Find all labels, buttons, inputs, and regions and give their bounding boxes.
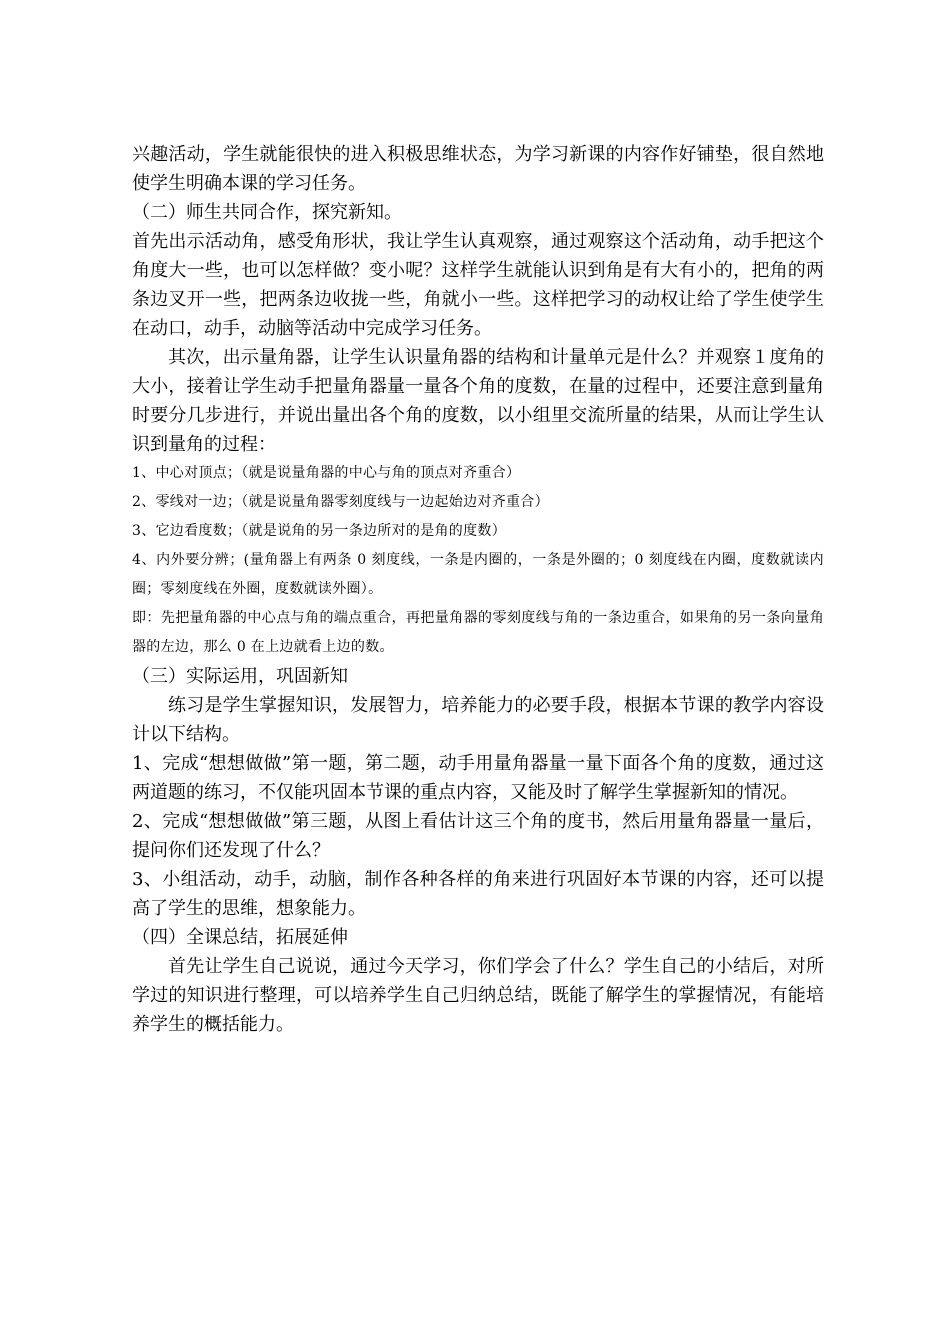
paragraph-intro-continuation: 兴趣活动，学生就能很快的进入积极思维状态，为学习新课的内容作好铺垫，很自然地使学生明确本课的学习任务。 — [132, 144, 824, 194]
paragraph-summary: 首先让学生自己说说，通过今天学习，你们学会了什么？学生自己的小结后，对所学过的知识进行整理，可以培养学生自己归纳总结，既能了解学生的掌握情况，有能培养学生的概括能力。 — [132, 956, 824, 1035]
step-4: 4、内外要分辨；(量角器上有两条 0 刻度线，一条是内圈的，一条是外圈的；0 刻度线在内圈，度数就读内圈；零刻度线在外圈，度数就读外圈）。 — [132, 552, 824, 597]
paragraph-practice-1: 1、完成“想想做做”第一题，第二题，动手用量角器量一量下面各个角的度数，通过这两道题的练习，不仅能巩固本节课的重点内容，又能及时了解学生掌握新知的情况。 — [132, 753, 824, 803]
step-3: 3、它边看度数；（就是说角的另一条边所对的是角的度数） — [132, 523, 507, 539]
section-heading-2: （二）师生共同合作，探究新知。 — [132, 202, 402, 223]
section-heading-4: （四）全课总结，拓展延伸 — [132, 927, 348, 948]
paragraph-practice-2: 2、完成“想想做做”第三题，从图上看估计这三个角的度书，然后用量角器量一量后，提问你们还发现了什么？ — [132, 811, 824, 861]
step-2: 2、零线对一边；（就是说量角器零刻度线与一边起始边对齐重合） — [132, 494, 549, 510]
step-1: 1、中心对顶点；（就是说量角器的中心与角的顶点对齐重合） — [132, 465, 521, 481]
paragraph-practice-3: 3、小组活动，动手，动脑，制作各种各样的角来进行巩固好本节课的内容，还可以提高了学生的思维，想象能力。 — [132, 869, 824, 919]
paragraph-practice-intro: 练习是学生掌握知识，发展智力，培养能力的必要手段，根据本节课的教学内容设计以下结构。 — [132, 695, 824, 745]
paragraph-protractor: 其次，出示量角器，让学生认识量角器的结构和计量单元是什么？并观察１度角的大小，接着让学生动手把量角器量一量各个角的度数，在量的过程中，还要注意到量角时要分几步进行，并说出量出各个角的度数，以小组里交流所量的结果，从而让学生认识到量角的过程： — [132, 347, 824, 455]
section-heading-3: （三）实际运用，巩固新知 — [132, 666, 348, 687]
document-page — [132, 140, 824, 1039]
step-summary: 即：先把量角器的中心点与角的端点重合，再把量角器的零刻度线与角的一条边重合，如果角的另一条向量角器的左边，那么 0 在上边就看上边的数。 — [132, 610, 824, 655]
paragraph-activity-angle: 首先出示活动角，感受角形状，我让学生认真观察，通过观察这个活动角，动手把这个角度大一些，也可以怎样做？变小呢？这样学生就能认识到角是有大有小的，把角的两条边叉开一些，把两条边收拢一些，角就小一些。这样把学习的动权让给了学生使学生在动口，动手，动脑等活动中完成学习任务。 — [132, 231, 824, 339]
